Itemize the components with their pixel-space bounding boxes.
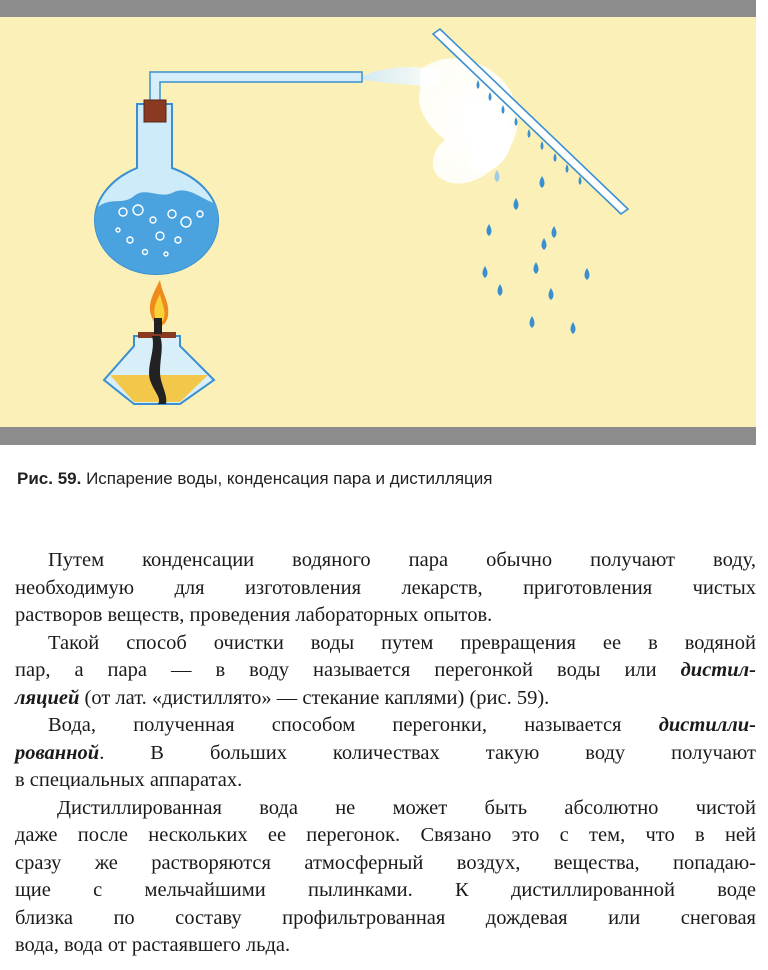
term-distilled-part-1: дистилли- [658, 714, 756, 736]
falling-drops [483, 170, 590, 334]
glass-tube [150, 72, 362, 104]
paragraph-1-line-2: необходимую для изготовления лекарств, приготовления чистых [15, 576, 756, 599]
caption-text: Испарение воды, конденсация пара и дистилляция [86, 469, 493, 488]
paragraph-4-line-5: близка по составу профильтрованная дождевая или снеговая [15, 906, 756, 929]
paragraph-4-line-4: щие с мельчайшими пылинками. К дистиллированной воде [15, 879, 756, 901]
paragraph-4-line-3: сразу же растворяются атмосферный воздух, вещества, попадаю- [15, 851, 756, 874]
caption-label: Рис. 59. [17, 469, 82, 488]
paragraph-2-line-1: Такой способ очистки воды путем превращения ее в водяной [48, 631, 756, 654]
paragraph-2-line-2-text: пар, а пара — в воду называется перегонкой воды или [15, 659, 657, 681]
spirit-lamp [104, 280, 214, 404]
paragraph-3-line-2-text: . В больших количествах такую воду получают [99, 741, 756, 764]
paragraph-4-line-1: Дистиллированная вода не может быть абсолютно чистой [57, 796, 756, 819]
paragraph-3-line-2 [15, 740, 756, 768]
paragraph-4-line-2: даже после нескольких ее перегонок. Связано это с тем, что в ней [15, 824, 756, 846]
paragraph-2-line-2 [15, 657, 756, 685]
round-flask [95, 100, 218, 274]
term-distillation-part-1: дистил- [680, 659, 757, 681]
paragraph-3-line-1 [15, 712, 756, 740]
figure-caption [17, 469, 492, 489]
paragraph-1-line-1: Путем конденсации водяного пара обычно получают воду, [48, 549, 756, 571]
body-text [15, 547, 756, 960]
paragraph-3-line-3: в специальных аппаратах. [15, 769, 243, 791]
paragraph-2-line-3 [15, 685, 756, 713]
paragraph-2-line-3-text: (от лат. «дистиллято» — стекание каплями) (рис. 59). [84, 686, 550, 709]
paragraph-3-line-1-text: Вода, полученная способом перегонки, называется [48, 714, 622, 736]
term-distillation-part-2: ляцией [15, 686, 80, 709]
steam-cloud [362, 58, 518, 183]
paragraph-4-line-6: вода, вода от растаявшего льда. [15, 934, 291, 956]
paragraph-1-line-3: растворов веществ, проведения лабораторных опытов. [15, 604, 493, 626]
term-distilled-part-2: рованной [15, 741, 100, 764]
distillation-illustration [0, 0, 756, 445]
